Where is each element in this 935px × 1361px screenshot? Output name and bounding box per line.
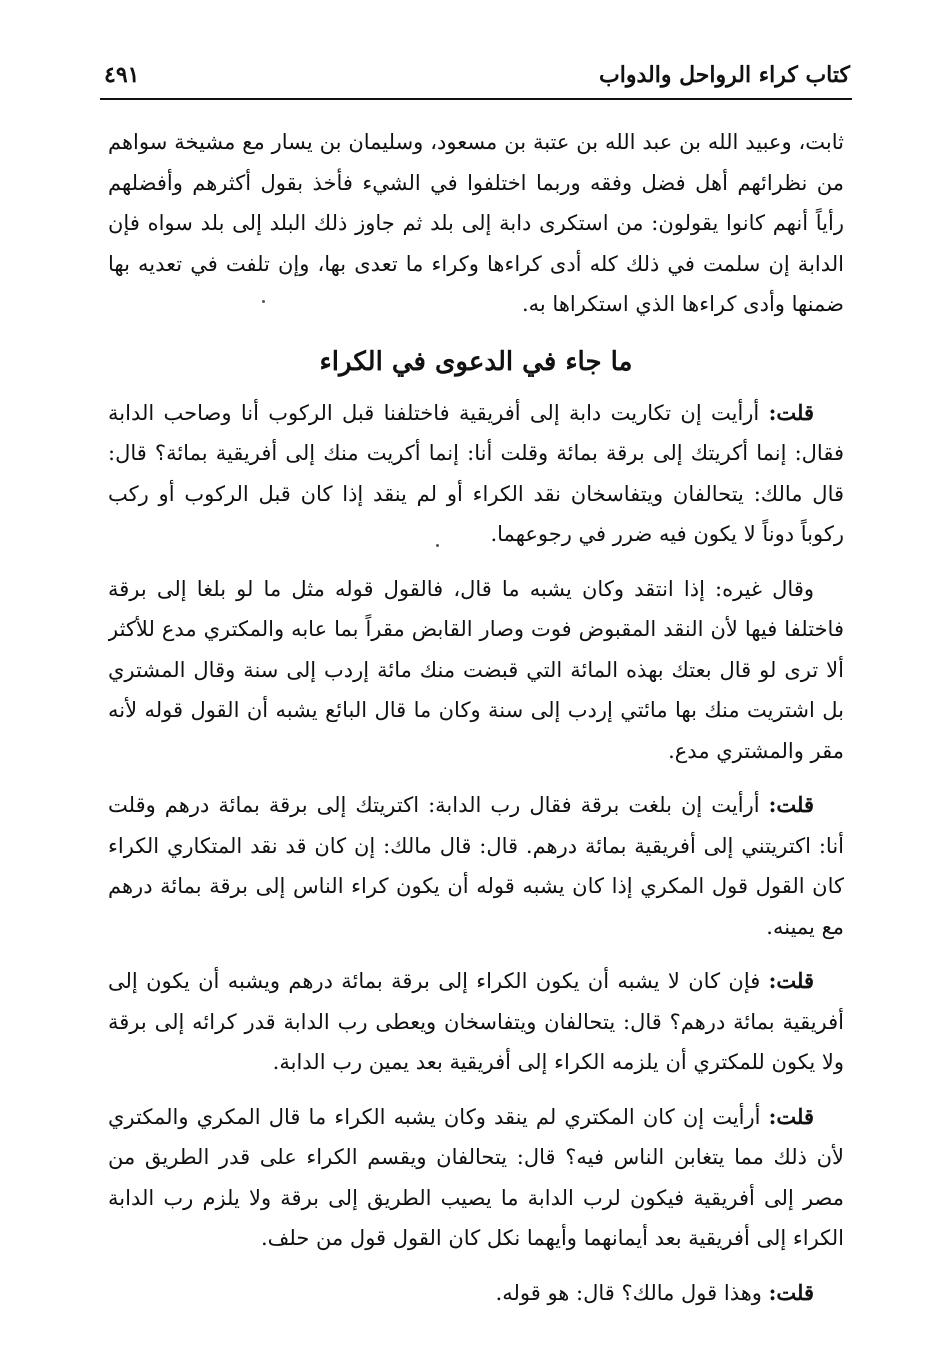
- page-number: ٤٩١: [104, 62, 140, 88]
- paragraph-text: فإن كان لا يشبه أن يكون الكراء إلى برقة بمائة درهم ويشبه أن يكون إلى أفريقية بمائة درهم؟ قال: يتحالفان ويتفاسخان ويعطى رب الدابة قدر كرائه إلى برقة ولا يكون للمكتري أن يلزمه الكراء إلى أفريقية بعد يمين رب الدابة.: [108, 969, 844, 1074]
- paragraph-lead: قلت:: [768, 1279, 814, 1305]
- scan-speck: [262, 300, 265, 303]
- paragraph-question-3: [108, 961, 844, 1083]
- running-title: كتاب كراء الرواحل والدواب: [599, 62, 850, 88]
- paragraph-lead: قلت:: [768, 968, 814, 993]
- paragraph-question-2: [108, 785, 844, 947]
- paragraph-question-5: [108, 1273, 844, 1314]
- paragraph-text: وهذا قول مالك؟ قال: هو قوله.: [495, 1280, 769, 1305]
- header-rule: [100, 98, 852, 100]
- paragraph-question-4: [108, 1097, 844, 1259]
- paragraph-text: أرأيت إن كان المكتري لم ينقد وكان يشبه الكراء ما قال المكري والمكتري لأن ذلك مما يتغابن الناس فيه؟ قال: يتحالفان ويقسم الكراء على قدر الطريق من مصر إلى أفريقية فيكون لرب الدابة ما يصيب الطريق إلى برقة ولا يلزم رب الدابة الكراء إلى أفريقية بعد أيمانهما وأيهما نكل كان القول قول من حلف.: [108, 1104, 844, 1250]
- paragraph-text: أرأيت إن بلغت برقة فقال رب الدابة: اكتريتك إلى برقة بمائة درهم وقلت أنا: اكتريتني إلى أفريقية بمائة درهم. قال: قال مالك: إن كان قد نقد المتكاري الكراء كان القول قول المكري إذا كان يشبه قوله أن يكون كراء الناس إلى برقة بمائة درهم مع يمينه.: [108, 793, 844, 939]
- paragraph-other-opinion: وقال غيره: إذا انتقد وكان يشبه ما قال، فالقول قوله مثل ما لو بلغا إلى برقة فاختلفا فيها لأن النقد المقبوض فوت وصار القابض مقراً بما عابه والمكتري مدع للأكثر ألا ترى لو قال بعتك بهذه المائة التي قبضت منك مائة إردب إلى سنة وقال المشتري بل اشتريت منك بها مائتي إردب إلى سنة وكان ما قال البائع يشبه أن القول قوله لأنه مقر والمشتري مدع.: [108, 576, 844, 763]
- paragraph-continuation: ثابت، وعبيد الله بن عبد الله بن عتبة بن مسعود، وسليمان بن يسار مع مشيخة سواهم من نظرائهم أهل فضل وفقه وربما اختلفوا في الشيء فأخذ بقول أكثرهم وأفضلهم رأياً أنهم كانوا يقولون: من استكرى دابة إلى بلد ثم جاوز ذلك البلد إلى بلد سواه فإن الدابة إن سلمت في ذلك كله أدى كراءها وكراء ما تعدى بها، وإن تلفت في تعديه بها ضمنها وأدى كراءها الذي استكراها به.: [108, 130, 844, 316]
- paragraph-lead: قلت:: [768, 1103, 814, 1129]
- running-header: [100, 58, 852, 98]
- section-heading: ما جاء في الدعوى في الكراء: [319, 346, 633, 377]
- scan-speck: [436, 544, 439, 547]
- paragraph-text: أرأيت إن تكاريت دابة إلى أفريقية فاختلفنا قبل الركوب أنا وصاحب الدابة فقال: إنما أكريتك إلى برقة بمائة وقلت أنا: إنما أكريت منك إلى أفريقية بمائة؟ قال: قال مالك: يتحالفان ويتفاسخان نقد الكراء أو لم ينقد إذا كان قبل الركوب أو ركب ركوباً دوناً لا يكون فيه ضرر في رجوعهما.: [108, 400, 844, 546]
- page-body: [108, 122, 844, 1322]
- paragraph-lead: قلت:: [768, 399, 814, 425]
- paragraph-lead: قلت:: [768, 792, 814, 817]
- paragraph-question-1: [108, 393, 844, 555]
